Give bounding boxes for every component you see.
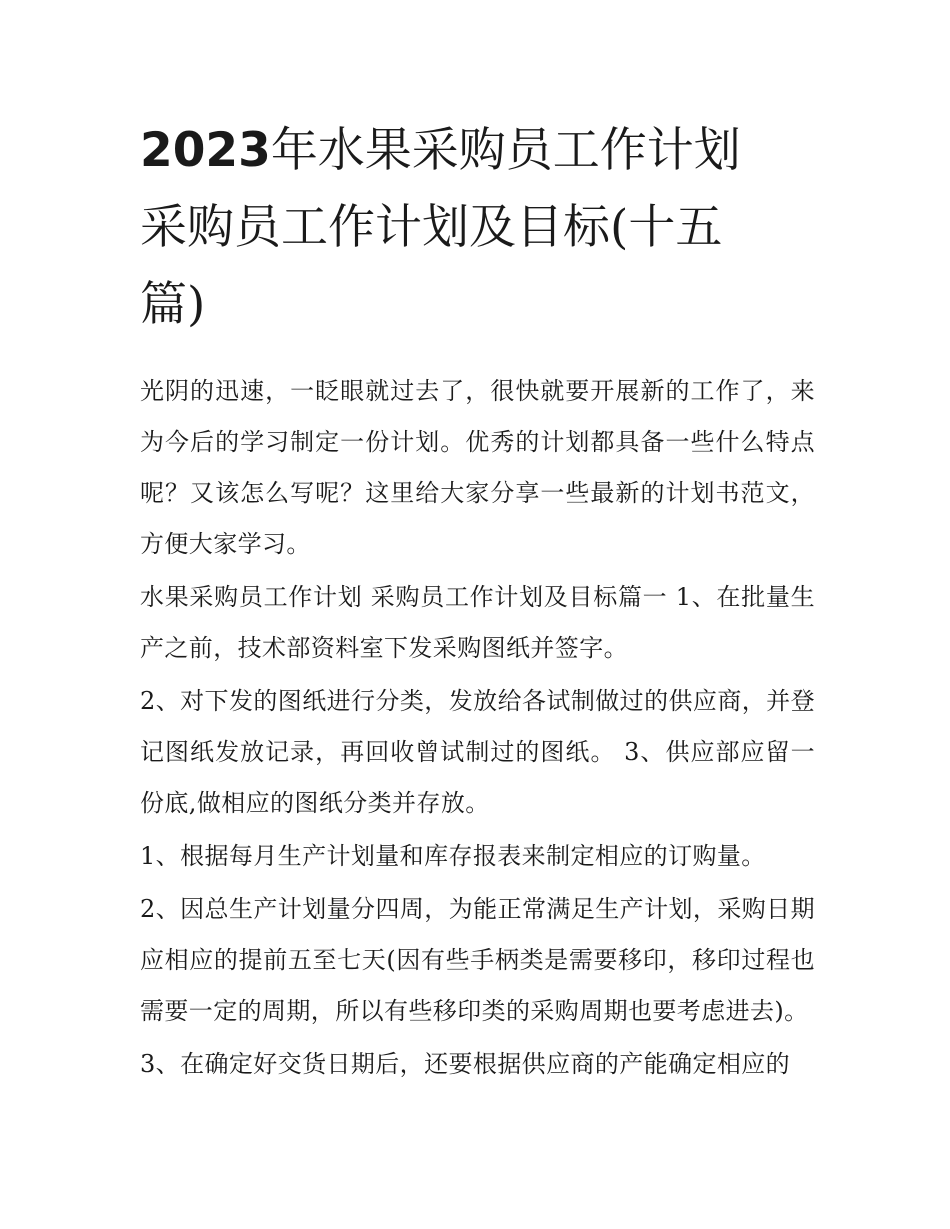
- title-text: 篇): [140, 277, 206, 332]
- title-line-2: [140, 189, 815, 266]
- paragraph-item: 2、因总生产计划量分四周，为能正常满足生产计划，采购日期应相应的提前五至七天(因有些手柄类是需要移印，移印过程也需要一定的周期，所以有些移印类的采购周期也要考虑进去)。: [140, 895, 815, 1025]
- paragraph-item: 2、对下发的图纸进行分类，发放给各试制做过的供应商，并登记图纸发放记录，再回收曾试制过的图纸。 3、供应部应留一份底,做相应的图纸分类并存放。: [140, 687, 815, 817]
- paragraph-item: 3、在确定好交货日期后，还要根据供应商的产能确定相应的: [140, 1050, 791, 1078]
- paragraph-intro: 光阴的迅速，一眨眼就过去了，很快就要开展新的工作了，来为今后的学习制定一份计划。优秀的计划都具备一些什么特点呢？又该怎么写呢？这里给大家分享一些最新的计划书范文，方便大家学习。: [140, 377, 815, 558]
- document-page: [140, 112, 815, 1092]
- paragraph-item: 1、根据每月生产计划量和库存报表来制定相应的订购量。: [140, 842, 766, 870]
- title-text: 采购员工作计划及目标(十五: [140, 200, 723, 255]
- title-line-3: [140, 266, 815, 343]
- title-line-1: [140, 112, 815, 189]
- title-year: 2023: [140, 123, 271, 178]
- document-body: [140, 366, 815, 1090]
- title-text: 年水果采购员工作计划: [270, 123, 741, 178]
- document-title: [140, 112, 815, 343]
- paragraph-section-1: 水果采购员工作计划 采购员工作计划及目标篇一 1、在批量生产之前，技术部资料室下发采购图纸并签字。: [140, 583, 815, 662]
